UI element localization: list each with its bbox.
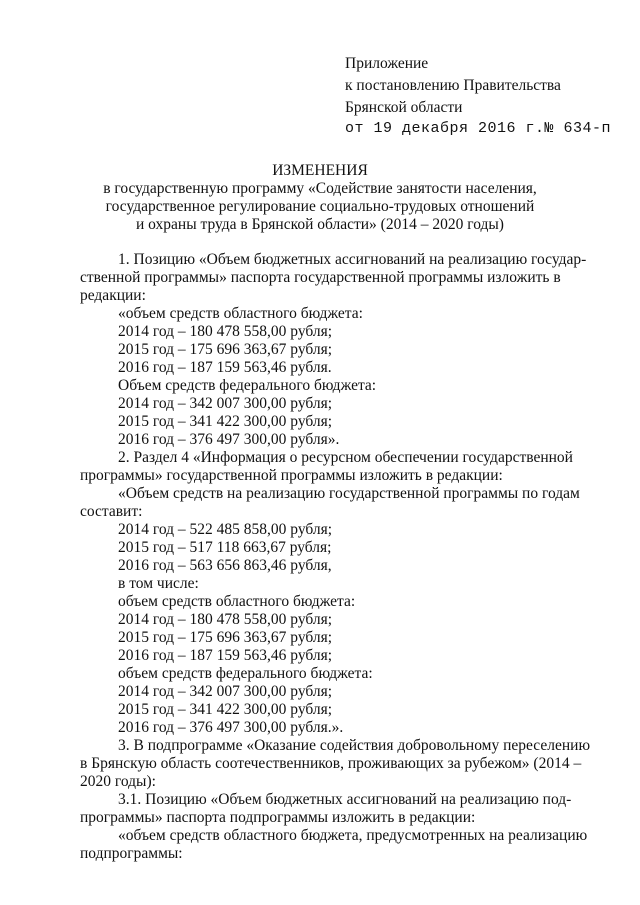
body-line: 2015 год – 175 696 363,67 рубля; — [118, 629, 333, 646]
body-line: в том числе: — [118, 575, 199, 592]
body-line: редакции: — [80, 287, 146, 304]
body-line: Объем средств федерального бюджета: — [118, 377, 377, 394]
body-line: объем средств федерального бюджета: — [118, 665, 373, 682]
body-line: 2016 год – 187 159 563,46 рубля. — [118, 359, 332, 376]
header-line-region: Брянской области — [345, 99, 463, 116]
body-line: 2015 год – 175 696 363,67 рубля; — [118, 341, 333, 358]
body-line: 2014 год – 342 007 300,00 рубля; — [118, 395, 333, 412]
body-line: 2016 год – 187 159 563,46 рубля; — [118, 647, 333, 664]
body-line: составит: — [80, 503, 143, 520]
body-line: 2015 год – 517 118 663,67 рубля; — [118, 539, 332, 556]
body-line: 2016 год – 376 497 300,00 рубля». — [118, 431, 340, 448]
body-line: объем средств областного бюджета: — [118, 593, 356, 610]
header-date-line: от 19 декабря 2016 г.№ 634-п — [345, 120, 612, 137]
body-text: 1. Позицию «Объем бюджетных ассигнований на реализацию государ- — [118, 251, 587, 268]
header-line-appendix: Приложение — [345, 55, 429, 72]
document-subtitle-line-1: в государственную программу «Содействие занятости населения, — [103, 180, 537, 197]
body-line: «объем средств областного бюджета: — [118, 305, 363, 322]
body-line: программы» паспорта подпрограммы изложить в редакции: — [80, 809, 476, 826]
body-line: 2016 год – 376 497 300,00 рубля.». — [118, 719, 344, 736]
body-line: 2014 год – 180 478 558,00 рубля; — [118, 611, 333, 628]
body-line: 2014 год – 342 007 300,00 рубля; — [118, 683, 333, 700]
body-line: 2014 год – 522 485 858,00 рубля; — [118, 521, 333, 538]
document-title: ИЗМЕНЕНИЯ — [272, 162, 368, 179]
body-line: «объем средств областного бюджета, предусмотренных на реализацию — [118, 827, 588, 844]
body-line: подпрограммы: — [80, 845, 183, 862]
body-line: 2016 год – 563 656 863,46 рубля, — [118, 557, 332, 574]
document-subtitle-line-3: и охраны труда в Брянской области» (2014 – 2020 годы) — [136, 216, 504, 233]
body-line: 2. Раздел 4 «Информация о ресурсном обеспечении государственной — [118, 449, 573, 466]
body-line: 2015 год – 341 422 300,00 рубля; — [118, 701, 333, 718]
body-line: «Объем средств на реализацию государственной программы по годам — [118, 485, 580, 502]
body-line: 2014 год – 180 478 558,00 рубля; — [118, 323, 333, 340]
body-line: 2015 год – 341 422 300,00 рубля; — [118, 413, 333, 430]
header-line-resolution: к постановлению Правительства — [345, 77, 561, 94]
body-line: программы» государственной программы изложить в редакции: — [80, 467, 503, 484]
body-line: в Брянскую область соотечественников, проживающих за рубежом» (2014 – — [80, 755, 582, 772]
document-subtitle-line-2: государственное регулирование социально-трудовых отношений — [105, 198, 535, 215]
body-line: 2020 годы): — [80, 773, 156, 790]
body-line: 3.1. Позицию «Объем бюджетных ассигнований на реализацию под- — [118, 791, 572, 808]
body-line: 3. В подпрограмме «Оказание содействия добровольному переселению — [118, 737, 591, 754]
body-line: ственной программы» паспорта государственной программы изложить в — [80, 269, 561, 286]
body-line — [80, 251, 587, 269]
